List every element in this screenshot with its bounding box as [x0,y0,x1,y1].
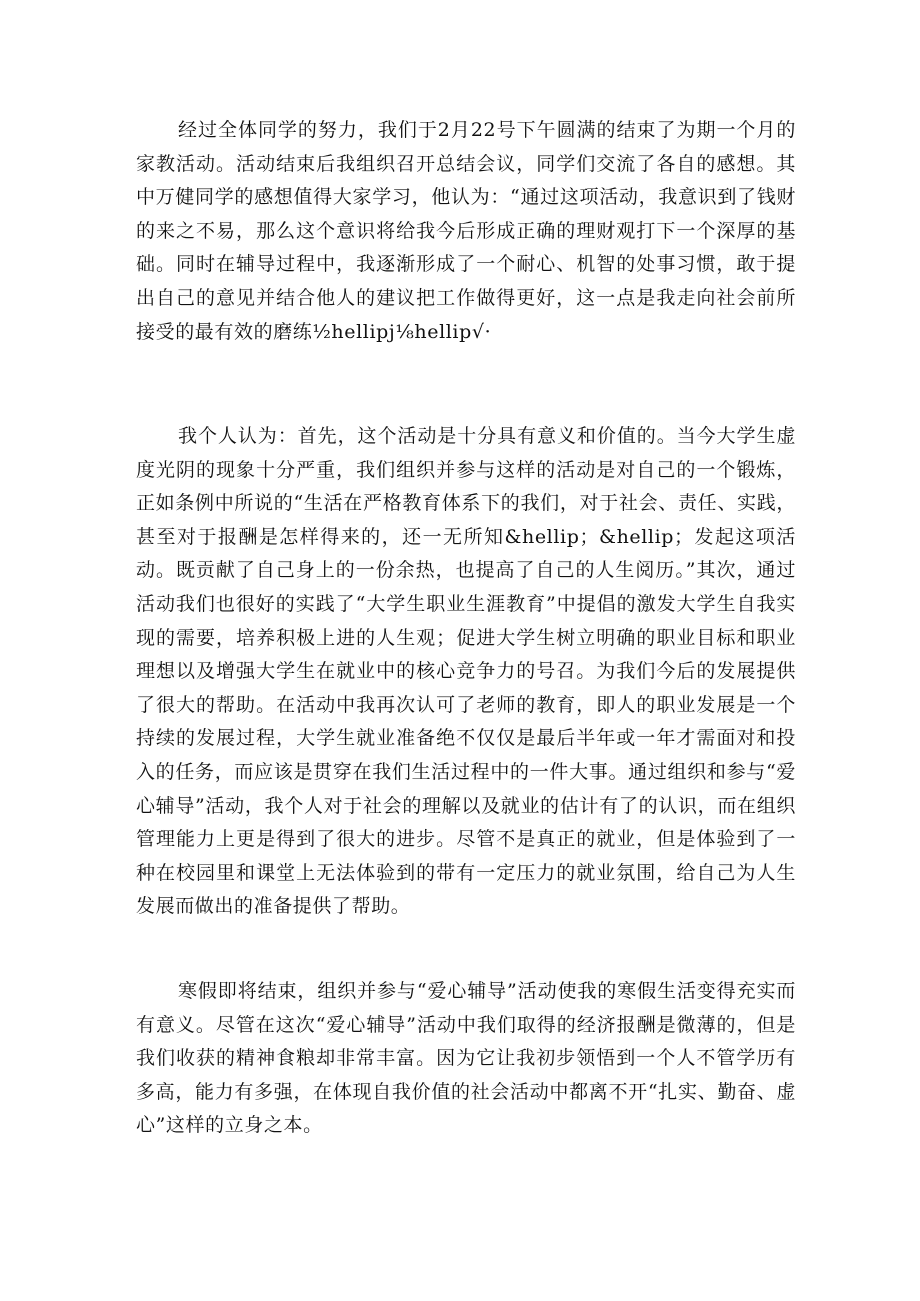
paragraph-3: 寒假即将结束，组织并参与“爱心辅导”活动使我的寒假生活变得充实而有意义。尽管在这次“爱心辅导”活动中我们取得的经济报酬是微薄的，但是我们收获的精神食粮却非常丰富。因为它让我初步领悟到一个人不管学历有多高，能力有多强，在体现自我价值的社会活动中都离不开“扎实、勤奋、虚心”这样的立身之本。 [136,980,796,1137]
paragraph-2: 我个人认为：首先，这个活动是十分具有意义和价值的。当今大学生虚度光阴的现象十分严重，我们组织并参与这样的活动是对自己的一个锻炼，正如条例中所说的“生活在严格教育体系下的我们，对于社会、责任、实践，甚至对于报酬是怎样得来的，还一无所知&hellip；&hellip；发起这项活动。既贡献了自己身上的一份余热，也提高了自己的人生阅历。”其次，通过活动我们也很好的实践了“大学生职业生涯教育”中提倡的激发大学生自我实现的需要，培养积极上进的人生观；促进大学生树立明确的职业目标和职业理想以及增强大学生在就业中的核心竞争力的号召。为我们今后的发展提供了很大的帮助。在活动中我再次认可了老师的教育，即人的职业发展是一个持续的发展过程，大学生就业准备绝不仅仅是最后半年或一年才需面对和投入的任务，而应该是贯穿在我们生活过程中的一件大事。通过组织和参与“爱心辅导”活动，我个人对于社会的理解以及就业的估计有了的认识，而在组织管理能力上更是得到了很大的进步。尽管不是真正的就业，但是体验到了一种在校园里和课堂上无法体验到的带有一定压力的就业氛围，给自己为人生发展而做出的准备提供了帮助。 [136,425,796,918]
paragraph-1: 经过全体同学的努力，我们于2月22号下午圆满的结束了为期一个月的家教活动。活动结束后我组织召开总结会议，同学们交流了各自的感想。其中万健同学的感想值得大家学习，他认为：“通过这项活动，我意识到了钱财的来之不易，那么这个意识将给我今后形成正确的理财观打下一个深厚的基础。同时在辅导过程中，我逐渐形成了一个耐心、机智的处事习惯，敢于提出自己的意见并结合他人的建议把工作做得更好，这一点是我走向社会前所接受的最有效的磨练½hellipj⅛hellip√· [136,119,796,343]
